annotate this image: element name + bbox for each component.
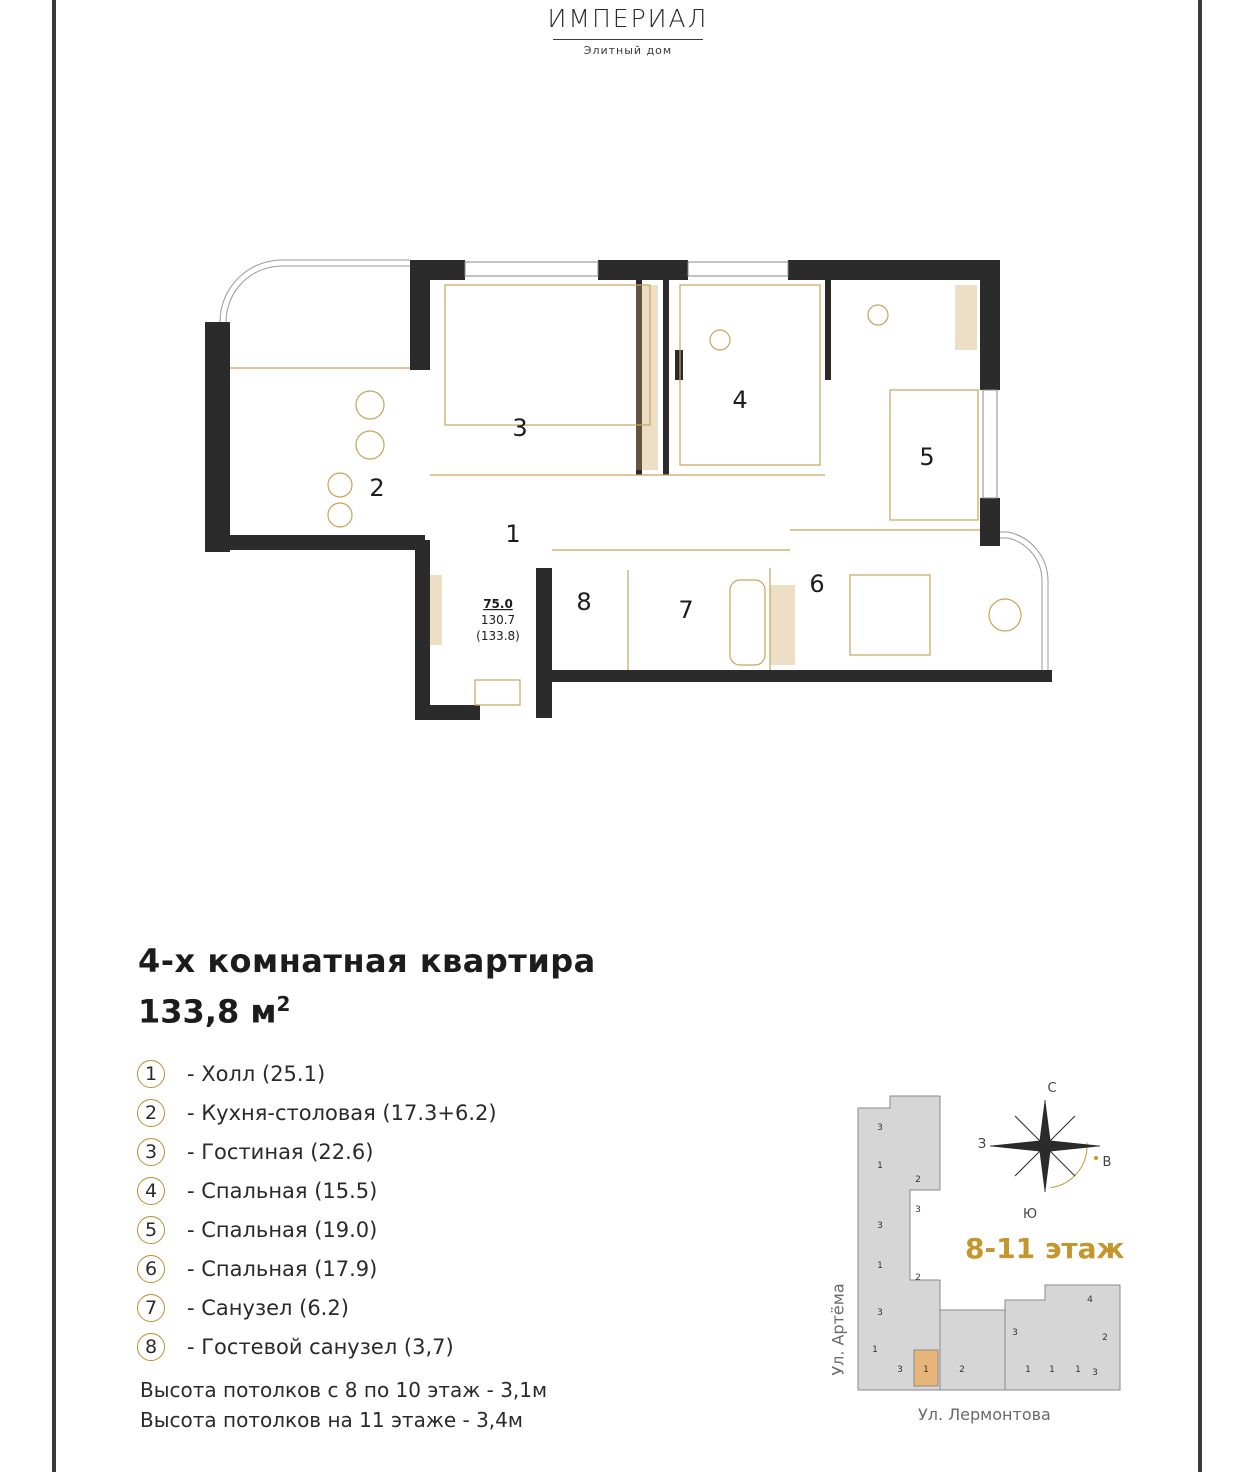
svg-text:1: 1 — [1049, 1365, 1055, 1375]
room-label: - Спальная (17.9) — [187, 1256, 378, 1281]
area-living: 75.0 — [483, 597, 513, 611]
svg-text:1: 1 — [877, 1161, 883, 1171]
svg-text:4: 4 — [1087, 1295, 1093, 1305]
room-marker-3: 3 — [512, 414, 528, 442]
room-marker-5: 5 — [919, 443, 935, 471]
list-item — [137, 1171, 497, 1210]
list-item — [137, 1054, 497, 1093]
brand-divider — [553, 39, 703, 40]
ceiling-height-line-1: Высота потолков с 8 по 10 этаж - 3,1м — [140, 1378, 548, 1402]
list-item — [137, 1249, 497, 1288]
brand-title: ИМПЕРИАЛ — [547, 4, 709, 33]
area-with-balconies: (133.8) — [476, 629, 520, 643]
room-label: - Гостиная (22.6) — [187, 1139, 374, 1164]
svg-text:3: 3 — [877, 1308, 883, 1318]
brand-header — [528, 4, 728, 57]
compass-east: В — [1102, 1155, 1112, 1170]
svg-text:3: 3 — [1012, 1328, 1018, 1338]
room-label: - Кухня-столовая (17.3+6.2) — [187, 1100, 497, 1125]
compass-icon — [970, 1078, 1120, 1218]
room-label: - Спальная (15.5) — [187, 1178, 378, 1203]
apartment-title: 4-х комнатная квартира — [138, 942, 596, 980]
room-marker-7: 7 — [678, 596, 694, 624]
frame-right-border — [1198, 0, 1202, 1472]
room-number-badge: 6 — [137, 1255, 165, 1283]
room-number-badge: 1 — [137, 1060, 165, 1088]
room-number-badge: 2 — [137, 1099, 165, 1127]
room-label: - Гостевой санузел (3,7) — [187, 1334, 454, 1359]
room-list — [137, 1054, 497, 1366]
brand-subtitle: Элитный дом — [583, 44, 673, 57]
compass-west: З — [977, 1137, 987, 1152]
room-number-badge: 8 — [137, 1333, 165, 1361]
room-label: - Санузел (6.2) — [187, 1295, 349, 1320]
list-item — [137, 1093, 497, 1132]
room-marker-1: 1 — [505, 520, 521, 548]
room-number-badge: 5 — [137, 1216, 165, 1244]
list-item — [137, 1132, 497, 1171]
room-marker-6: 6 — [809, 570, 825, 598]
room-label: - Холл (25.1) — [187, 1061, 326, 1086]
floor-range-label: 8-11 этаж — [965, 1232, 1125, 1265]
list-item — [137, 1210, 497, 1249]
svg-text:2: 2 — [915, 1273, 921, 1283]
ceiling-height-line-2: Высота потолков на 11 этаже - 3,4м — [140, 1408, 523, 1432]
svg-text:2: 2 — [915, 1175, 921, 1185]
street-label-bottom: Ул. Лермонтова — [918, 1405, 1051, 1424]
svg-text:1: 1 — [923, 1365, 929, 1375]
area-total: 130.7 — [480, 613, 516, 627]
apartment-area-sup: 2 — [276, 992, 291, 1016]
svg-text:1: 1 — [877, 1261, 883, 1271]
svg-text:3: 3 — [915, 1205, 921, 1215]
street-label-left: Ул. Артёма — [828, 1283, 848, 1376]
svg-text:2: 2 — [959, 1365, 965, 1375]
svg-text:3: 3 — [877, 1123, 883, 1133]
svg-text:2: 2 — [1102, 1333, 1108, 1343]
room-number-badge: 4 — [137, 1177, 165, 1205]
list-item — [137, 1288, 497, 1327]
svg-text:3: 3 — [897, 1365, 903, 1375]
compass-south: Ю — [1022, 1207, 1038, 1218]
apartment-area — [138, 992, 290, 1031]
floor-plan — [200, 240, 1060, 750]
frame-left-border — [52, 0, 56, 1472]
compass-north: С — [1047, 1081, 1057, 1096]
list-item — [137, 1327, 497, 1366]
room-marker-2: 2 — [369, 474, 385, 502]
room-number-badge: 3 — [137, 1138, 165, 1166]
room-number-badge: 7 — [137, 1294, 165, 1322]
room-marker-8: 8 — [576, 588, 592, 616]
svg-text:3: 3 — [1092, 1368, 1098, 1378]
svg-text:1: 1 — [1025, 1365, 1031, 1375]
svg-text:1: 1 — [1075, 1365, 1081, 1375]
room-marker-4: 4 — [732, 386, 748, 414]
apartment-area-value: 133,8 м — [138, 992, 277, 1031]
svg-text:1: 1 — [872, 1345, 878, 1355]
room-label: - Спальная (19.0) — [187, 1217, 378, 1242]
svg-text:3: 3 — [877, 1221, 883, 1231]
